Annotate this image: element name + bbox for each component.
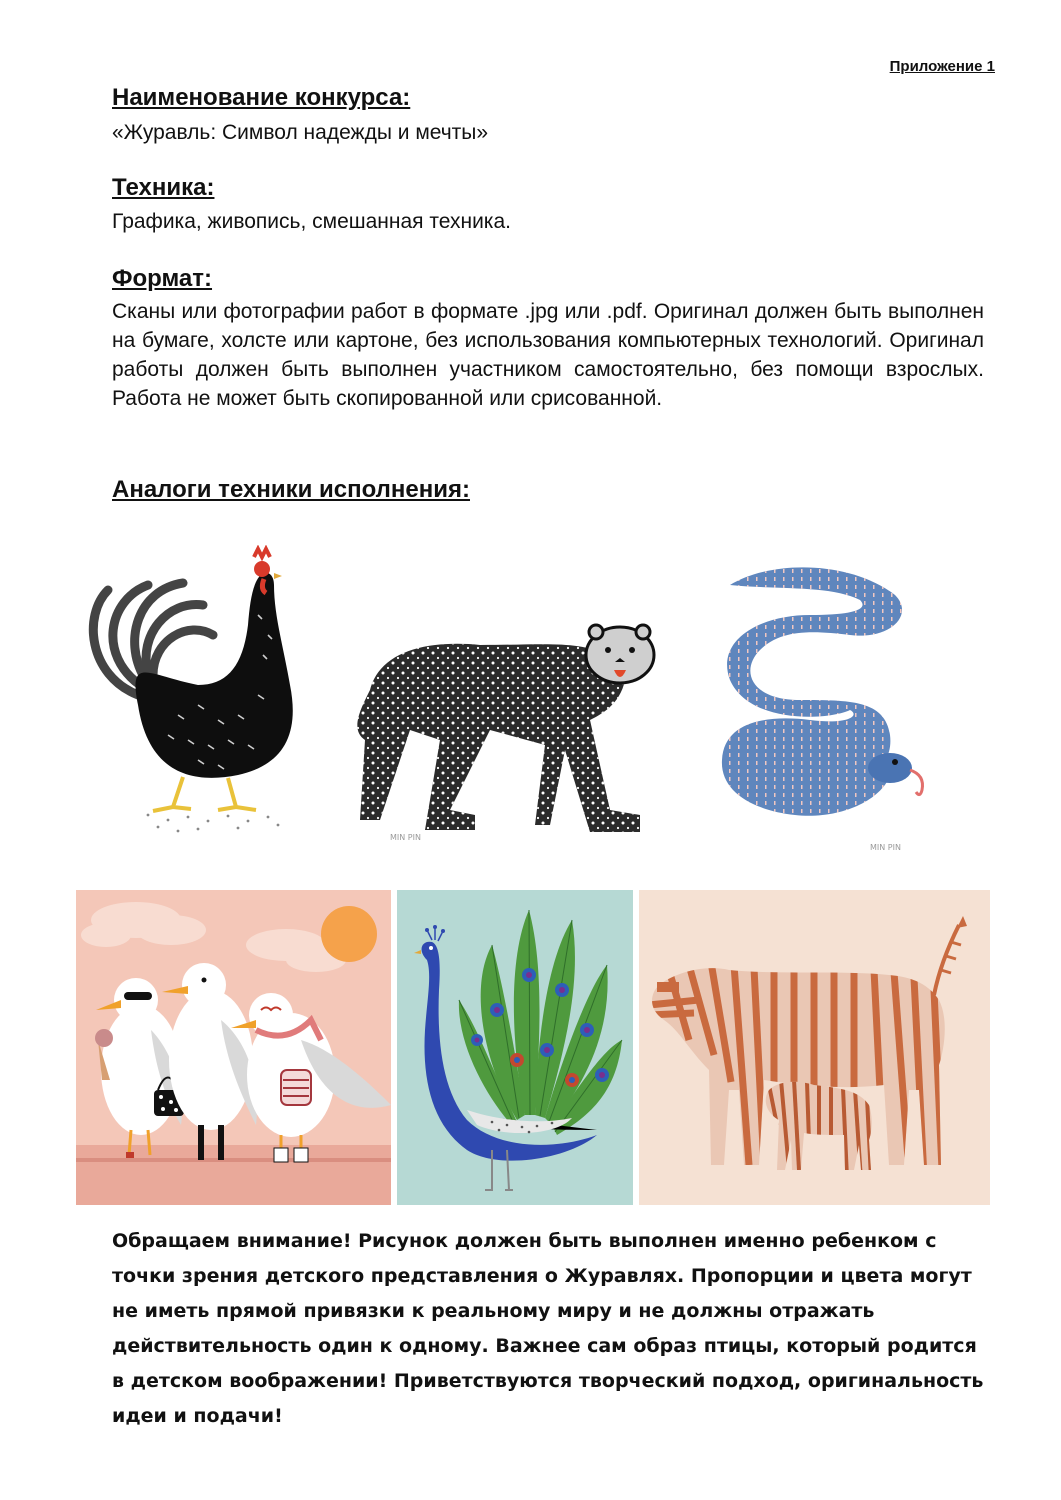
attention-note: Обращаем внимание! Рисунок должен быть выполнен именно ребенком с точки зрения детского представления о Журавлях. Пропорции и цвета могут не иметь прямой привязки к реальному миру и не должны отражать действительность один к одному. Важнее сам образ птицы, который родится в детском воображении! Приветствуются творческий подход, оригинальность идеи и подачи! [112,1230,984,1427]
signature-bear: MIN PIN [390,833,421,842]
technique-heading: Техника: [112,174,215,201]
spotted-bear-illustration [340,610,670,850]
seagulls-illustration [76,890,391,1205]
format-text: Сканы или фотографии работ в формате .jpg или .pdf. Оригинал должен быть выполнен на бумаге, холсте или картоне, без использования компьютерных технологий. Оригинал работы должен быть выполнен участником самостоятельно, без помощи взрослых. Работа не может быть скопированной или срисованной. [112,300,984,410]
contest-heading: Наименование конкурса: [112,84,411,111]
peacock-illustration [397,890,633,1205]
blue-snake-illustration [700,560,940,860]
analogs-heading: Аналоги техники исполнения: [112,476,470,503]
zebras-illustration [639,890,990,1205]
format-heading: Формат: [112,265,213,292]
contest-name: «Журавль: Символ надежды и мечты» [112,121,489,144]
rooster-illustration [78,545,328,835]
technique-text: Графика, живопись, смешанная техника. [112,210,511,233]
appendix-label: Приложение 1 [889,58,995,75]
signature-snake: MIN PIN [870,843,901,852]
